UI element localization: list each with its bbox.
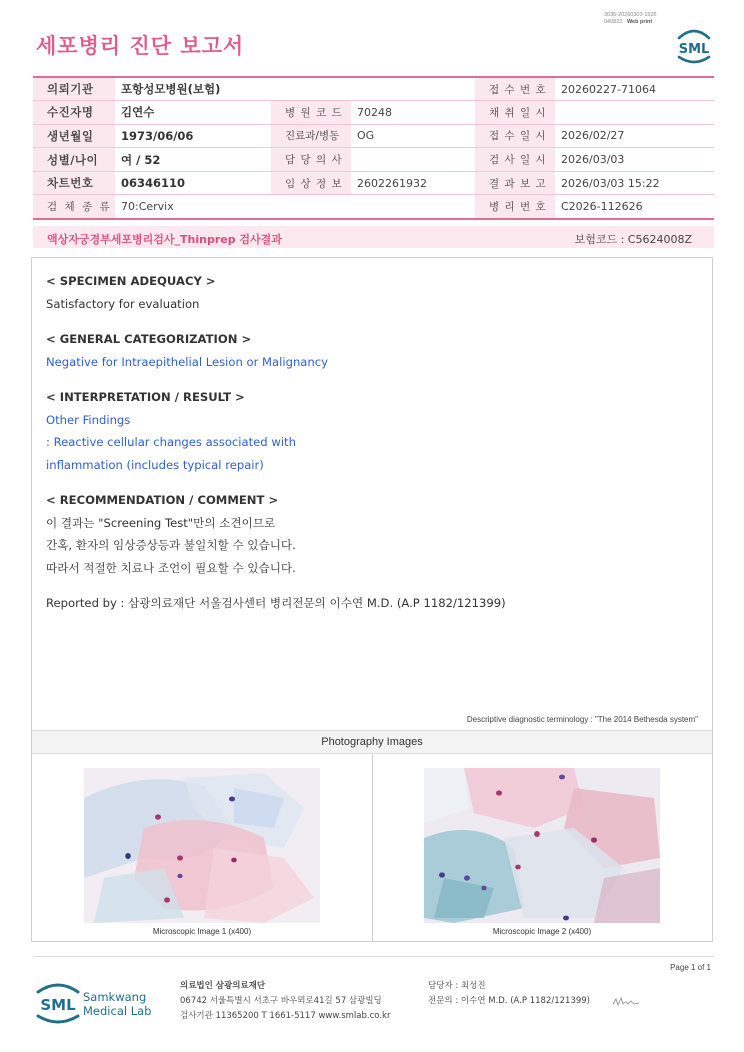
test-name: 액상자궁경부세포병리검사_Thinprep 검사결과 bbox=[47, 233, 282, 246]
info-row bbox=[33, 148, 714, 172]
requester-value: 포항성모병원(보험) bbox=[121, 82, 221, 97]
chart-no-label: 차트번호 bbox=[33, 171, 115, 195]
receive-date-value: 2026/02/27 bbox=[561, 129, 625, 143]
receipt-no-label: 접 수 번 호 bbox=[475, 77, 555, 101]
chart-no-value: 06346110 bbox=[121, 176, 186, 191]
footer-logo-sml: SML bbox=[40, 996, 76, 1014]
page-number: Page 1 of 1 bbox=[670, 963, 711, 972]
signature-icon bbox=[612, 996, 640, 1008]
receive-date-label: 접 수 일 시 bbox=[475, 124, 555, 148]
specimen-value: 70:Cervix bbox=[121, 200, 174, 214]
sml-logo-icon bbox=[674, 26, 714, 64]
caption-image-2: Microscopic Image 2 (x400) bbox=[492, 927, 592, 936]
comment-heading: < RECOMMENDATION / COMMENT > bbox=[46, 493, 279, 507]
dept-label: 진료과/병동 bbox=[271, 124, 351, 148]
footer-organization bbox=[180, 979, 390, 1024]
report-title: 세포병리 진단 보고서 bbox=[36, 34, 245, 58]
sex-age-label: 성별/나이 bbox=[33, 148, 115, 172]
receipt-no-value: 20260227-71064 bbox=[561, 82, 656, 96]
caption-image-1: Microscopic Image 1 (x400) bbox=[152, 927, 252, 936]
footer-logo-line1: Samkwang bbox=[83, 990, 147, 1004]
comment-line-1: 이 결과는 "Screening Test"만의 소견이므로 bbox=[46, 515, 276, 530]
dob-value: 1973/06/06 bbox=[121, 128, 194, 143]
info-row bbox=[33, 171, 714, 195]
print-id: 3036-20260303-1526 bbox=[604, 12, 657, 18]
report-date-value: 2026/03/03 15:22 bbox=[561, 176, 660, 190]
category-text: Negative for Intraepithelial Lesion or Malignancy bbox=[46, 354, 328, 369]
sex-age-value: 여 / 52 bbox=[121, 152, 161, 167]
sml-logo-text: SML bbox=[678, 42, 710, 57]
microscopic-image-2 bbox=[424, 768, 660, 923]
interpretation-line-3: inflammation (includes typical repair) bbox=[46, 457, 264, 472]
reported-by: Reported by : 삼광의료재단 서울검사센터 병리전문의 이수연 M.D. (A.P 1182/121399) bbox=[46, 596, 506, 610]
collect-date-value bbox=[555, 101, 714, 125]
result-content bbox=[46, 270, 686, 615]
comment-line-3: 따라서 적절한 치료나 조언이 필요할 수 있습니다. bbox=[46, 560, 296, 575]
info-row bbox=[33, 101, 714, 125]
clinical-info-label: 임 상 정 보 bbox=[271, 171, 351, 195]
specimen-label: 검 체 종 류 bbox=[33, 195, 115, 219]
clinical-info-value: 2602261932 bbox=[357, 176, 427, 190]
microscopic-image-1 bbox=[84, 768, 320, 923]
test-date-label: 검 사 일 시 bbox=[475, 148, 555, 172]
category-heading: < GENERAL CATEGORIZATION > bbox=[46, 332, 252, 346]
hospital-code-label: 병 원 코 드 bbox=[271, 101, 351, 125]
doctor-label: 담 당 의 사 bbox=[271, 148, 351, 172]
info-row bbox=[33, 124, 714, 148]
photography-header: Photography Images bbox=[32, 730, 712, 754]
hospital-code-value: 70248 bbox=[357, 105, 392, 119]
dept-value: OG bbox=[357, 129, 375, 143]
footer-divider bbox=[33, 956, 714, 957]
patient-info-table bbox=[33, 76, 714, 220]
info-row bbox=[33, 77, 714, 101]
comment-line-2: 간혹, 환자의 임상증상등과 불일치할 수 있습니다. bbox=[46, 538, 296, 552]
doctor-value bbox=[351, 148, 475, 172]
adequacy-text: Satisfactory for evaluation bbox=[46, 296, 200, 311]
print-mode: Web print bbox=[626, 19, 653, 25]
requester-label: 의뢰기관 bbox=[33, 77, 115, 101]
specialist: 전문의 : 이수연 M.D. (A.P 1182/121399) bbox=[428, 996, 590, 1006]
interpretation-heading: < INTERPRETATION / RESULT > bbox=[46, 390, 245, 404]
dob-label: 생년월일 bbox=[33, 124, 115, 148]
report-date-label: 결 과 보 고 bbox=[475, 171, 555, 195]
result-box bbox=[31, 257, 713, 942]
bethesda-note: Descriptive diagnostic terminology : "The 2014 Bethesda system" bbox=[466, 715, 698, 724]
report-print-meta bbox=[604, 12, 657, 26]
footer-staff bbox=[428, 979, 590, 1009]
photo-divider bbox=[372, 754, 373, 941]
path-no-value: C2026-112626 bbox=[561, 200, 643, 214]
interpretation-line-1: Other Findings bbox=[46, 412, 131, 427]
org-address: 06742 서울특별시 서초구 바우뫼로41길 57 삼광빌딩 bbox=[180, 996, 382, 1006]
patient-label: 수진자명 bbox=[33, 101, 115, 125]
samkwang-logo-icon bbox=[36, 978, 196, 1028]
org-contact: 검사기관 11365200 T 1661-5117 www.smlab.co.kr bbox=[180, 1011, 391, 1021]
test-name-bar bbox=[33, 226, 714, 248]
interpretation-line-2: : Reactive cellular changes associated with bbox=[46, 435, 296, 449]
org-name: 의료법인 삼광의료재단 bbox=[180, 981, 266, 991]
footer-logo-line2: Medical Lab bbox=[83, 1004, 152, 1018]
print-time: 040822 bbox=[604, 19, 623, 25]
info-row bbox=[33, 195, 714, 219]
path-no-label: 병 리 번 호 bbox=[475, 195, 555, 219]
test-date-value: 2026/03/03 bbox=[561, 153, 625, 167]
collect-date-label: 채 취 일 시 bbox=[475, 101, 555, 125]
staff-in-charge: 담당자 : 최성진 bbox=[428, 981, 486, 991]
adequacy-heading: < SPECIMEN ADEQUACY > bbox=[46, 274, 216, 288]
insurance-code: 보험코드 : C5624008Z bbox=[574, 233, 692, 246]
patient-value: 김연수 bbox=[121, 105, 155, 120]
